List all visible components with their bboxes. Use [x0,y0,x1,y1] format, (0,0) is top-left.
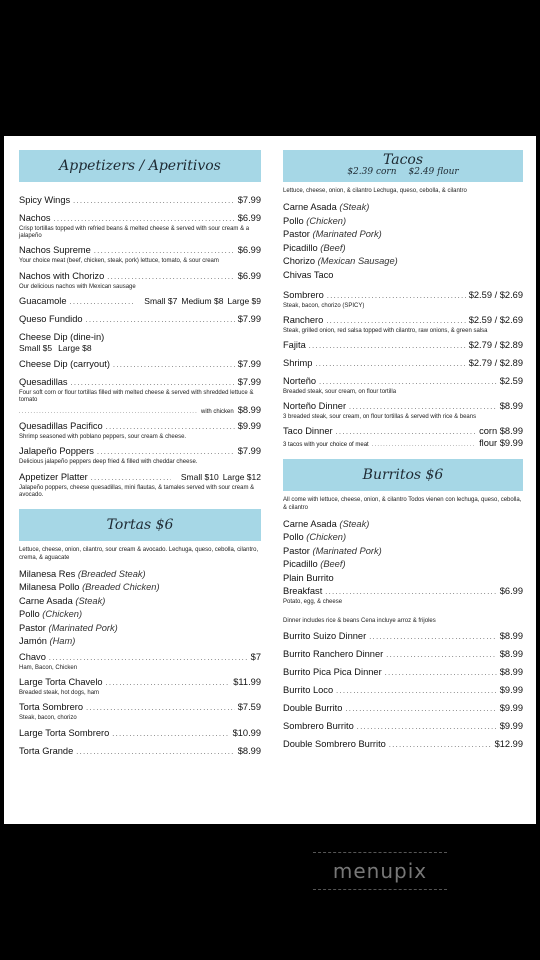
filling-name: Chivas Taco [283,269,334,280]
filling-note: (Ham) [49,636,76,647]
sub-label: with chicken [201,409,234,416]
leader-dots [336,427,476,439]
filling-note: (Breaded Steak) [77,568,146,579]
menu-item [283,720,523,734]
size-option: Small $5 [19,342,53,353]
item-row [19,376,261,390]
item-desc: Steak, bacon, chorizo [19,715,77,722]
size-option: Small $7 [144,295,178,306]
item-price: $10.99 [232,727,261,738]
leader-dots [19,408,198,416]
item-row [19,471,261,485]
item-price: $7.99 [237,376,261,387]
filling-item [283,545,523,557]
filling-name: Milanesa Res [19,568,76,579]
item-name: Torta Sombrero [19,702,84,713]
menu-item [283,630,523,644]
filling-item [283,215,523,227]
item-subrow [19,406,261,416]
item-row [283,400,523,414]
item-name: Large Torta Chavelo [19,677,103,688]
tacos-intro: Lettuce, cheese, onion, & cilantro Lechuga, queso, cebolla, & cilantro [283,188,467,194]
item-price: $2.79 / $2.89 [468,339,523,350]
leader-dots [71,378,235,390]
item-price: $8.99 [499,401,523,412]
menu-item [283,684,523,698]
item-sizes [177,471,261,483]
leader-dots [327,291,466,303]
filling-name: Picadillo [283,242,318,253]
menu-item [19,270,261,291]
filling-name: Pastor [283,545,310,556]
filling-name: Pollo [283,532,304,543]
item-price: $8.99 [499,648,523,659]
filling-note: (Chicken) [306,215,347,226]
item-row [283,738,523,752]
leader-dots [357,722,497,734]
leader-dots [86,703,235,715]
filling-note: (Steak) [339,518,370,529]
filling-note: (Marinated Pork) [312,229,382,239]
item-price: $8.99 [499,630,523,641]
menu-item [283,702,523,716]
item-row [19,358,261,372]
filling-item [283,242,523,254]
menu-item [283,375,523,396]
leader-dots [389,740,492,752]
menu-item [19,676,261,697]
filling-note: (Chicken) [306,532,347,543]
item-row [283,720,523,734]
filling-item [283,201,523,213]
item-row [19,445,261,459]
item-row [19,651,261,665]
tortas-intro: Lettuce, cheese, onion, cilantro, sour cream & avocado. Lechuga, queso, cebolla, cilantro, crema, & aguacate [19,547,259,561]
menu-item [19,194,261,208]
filling-item [19,608,261,620]
item-name: Nachos Supreme [19,245,91,256]
item-desc: Steak, grilled onion, red salsa topped with cilantro, raw onions, & green salsa [283,327,488,334]
item-row [283,425,523,439]
menu-item [19,358,261,372]
item-row [19,701,261,715]
item-price: $2.59 [499,375,523,386]
item-sizes [140,295,261,307]
leader-dots [385,668,497,680]
filling-item [283,228,523,240]
item-desc: Jalapeño poppers, cheese quesadillas, mini flautas, & tamales served with sour cream & avocado. [19,484,255,498]
item-name: Burrito Loco [283,684,334,695]
leader-dots [107,272,234,284]
item-price: $7.99 [237,358,261,369]
item-name: Queso Fundido [19,313,83,324]
item-desc: Our delicious nachos with Mexican sausage [19,283,136,290]
right-column [283,150,523,752]
item-row [283,289,523,303]
item-price: $9.99 [237,421,261,432]
item-price: $12.99 [494,738,523,749]
item-desc: Steak, bacon, chorizo (SPICY) [283,302,365,309]
size-option: Large $9 [227,295,261,306]
menu-item [19,471,261,499]
leader-dots [326,316,465,328]
item-row [19,313,261,327]
menu-item [283,425,523,439]
item-price: $2.59 / $2.69 [468,314,523,325]
filling-note: (Beef) [320,242,346,253]
item-price: $7.59 [237,702,261,713]
tacos-flour-price: $2.49 flour [408,167,459,177]
item-row [19,727,261,741]
item-price: $7 [250,652,261,663]
menu-item [19,445,261,466]
leader-dots [54,214,235,226]
leader-dots [336,686,497,698]
filling-item [283,572,523,584]
item-desc: Crisp tortillas topped with refried beans & melted cheese & served with sour cream & a jalapeño [19,226,250,240]
item-name: Torta Grande [19,745,74,756]
leader-dots [106,678,231,690]
tacos-header [283,150,523,182]
item-row [283,702,523,716]
menu-item [19,727,261,741]
item-row [19,270,261,284]
item-name: Nachos [19,213,51,223]
menu-item [283,648,523,662]
size-option: Small $10 [180,471,219,482]
item-name: Burrito Suizo Dinner [283,630,367,641]
menu-item [19,313,261,327]
item-desc: Four soft corn or flour tortillas filled with melted cheese & served with shredded lettuce & tomato [19,389,254,404]
item-name: Jalapeño Poppers [19,446,94,457]
item-name: Sombrero [283,289,324,300]
leader-dots [319,377,497,389]
leader-dots [349,402,497,414]
item-name: Ranchero [283,314,324,325]
item-row [283,314,523,328]
filling-item [283,255,523,267]
filling-name: Jamón [19,636,47,647]
item-price: $8.99 [499,666,523,677]
item-name: Quesadillas [19,376,68,387]
filling-name: Carne Asada [283,518,337,529]
item-price: $6.99 [237,270,261,281]
tacos-corn-price: $2.39 corn [347,167,397,177]
item-name: Nachos with Chorizo [19,270,105,281]
menu-item [283,738,523,752]
leader-dots [113,360,235,372]
filling-item [283,531,523,543]
item-name: Cheese Dip (dine-in) [19,331,105,342]
item-name: Spicy Wings [19,195,71,205]
menu-item [19,376,261,416]
filling-note: (Breaded Chicken) [82,582,160,593]
leader-dots [112,729,229,741]
item-row [283,375,523,389]
item-name: Burrito Pica Pica Dinner [283,666,382,677]
filling-item [283,269,523,281]
leader-dots [106,422,235,434]
item-desc: Your choice meat (beef, chicken, steak, pork) lettuce, tomato, & sour cream [19,258,219,265]
item-price: $7.99 [237,313,261,324]
item-row [19,194,261,208]
item-row [19,420,261,434]
item-row [283,630,523,644]
filling-name: Pollo [283,215,304,226]
watermark-logo: menupix [332,859,428,883]
item-price: corn $8.99 [479,426,523,437]
item-row [283,684,523,698]
item-row [283,357,523,371]
size-option: Medium $8 [181,295,224,306]
item-name: Chavo [19,652,46,663]
item-price: $9.99 [499,720,523,731]
burritos-list [283,630,523,752]
leader-dots [309,341,466,353]
burritos-dinner-note: Dinner includes rice & beans Cena incluye arroz & frijoles [283,618,436,625]
filling-name: Chorizo [283,256,316,266]
tortas-fillings [19,568,261,648]
item-row [19,295,261,309]
filling-name: Pollo [19,609,40,620]
filling-note: (Marinated Pork) [312,545,382,556]
tortas-list [19,651,261,759]
burritos-fillings [283,518,523,584]
item-name: Double Burrito [283,702,343,713]
burritos-intro: All come with lettuce, cheese, onion, & cilantro Todos vienen con lechuga, queso, cebolla, & cilantro [283,497,522,511]
leader-dots [315,359,465,371]
filling-name: Milanesa Pollo [19,582,80,593]
filling-name: Pastor [283,229,310,239]
item-sizes [19,343,261,354]
item-row [19,745,261,759]
leader-dots [97,447,235,459]
item-name: Large Torta Sombrero [19,727,110,738]
item-row [19,676,261,690]
item-desc: Delicious jalapeño peppers deep fried & filled with cheddar cheese. [19,459,198,466]
menu-item [19,701,261,722]
tortas-header: Tortas $6 [19,509,261,541]
item-name: Double Sombrero Burrito [283,738,386,749]
item-name: Shrimp [283,357,313,368]
tacos-list [283,289,523,440]
menu-item: Breakfast ..... $6.99 Potato, egg, & cheese [283,585,523,606]
menu-item [19,295,261,309]
item-row [283,666,523,680]
filling-item [19,581,261,593]
item-desc: Breaded steak, hot dogs, ham [19,690,100,697]
watermark [300,852,460,890]
filling-item [283,518,523,530]
filling-item [19,622,261,634]
item-row [283,648,523,662]
filling-name: Pastor [19,622,46,633]
tacos-title: Tacos [382,152,424,168]
item-name: Sombrero Burrito [283,720,354,731]
sub-price: $8.99 [237,406,261,416]
item-name: Fajita [283,339,306,350]
item-name: Cheese Dip (carryout) [19,358,110,369]
filling-note: (Mexican Sausage) [317,256,398,266]
item-desc: Breaded steak, sour cream, on flour tortilla [283,388,397,395]
filling-note: (Chicken) [42,609,83,620]
item-name: Guacamole [19,295,67,306]
leader-dots [73,196,235,208]
item-name: Taco Dinner [283,426,333,437]
menu-item [19,331,261,354]
appetizer-list [19,194,261,499]
filling-item [19,635,261,647]
item-name: Norteño [283,375,317,386]
item-price: $8.99 [237,745,261,756]
filling-item [19,568,261,580]
item-name: Burrito Ranchero Dinner [283,648,384,659]
item-price: $7.99 [237,446,261,457]
size-option: Large $8 [58,342,92,353]
menu-page [4,136,536,824]
menu-item [19,651,261,672]
menu-item [19,212,261,240]
leader-dots [345,704,496,716]
item-price: $6.99 [237,245,261,256]
item-name: Quesadillas Pacifico [19,421,103,432]
item-price: $7.99 [237,195,261,205]
filling-name: Carne Asada [19,595,73,606]
leader-dots [76,747,234,759]
item-desc: 3 breaded steak, sour cream, on flour tortillas & served with rice & beans [283,414,477,421]
filling-name: Plain Burrito [283,572,334,583]
item-price: $6.99 [237,213,261,223]
filling-note: (Steak) [339,202,370,212]
item-desc: Ham, Bacon, Chicken [19,665,78,672]
item-name: Norteño Dinner [283,401,347,412]
filling-note: (Steak) [75,595,106,606]
menu-item [283,357,523,371]
menu-item [19,745,261,759]
size-option: Large $12 [222,471,261,482]
filling-note: (Marinated Pork) [48,622,118,633]
leader-dots [94,246,235,258]
leader-dots [70,297,135,309]
menu-item [283,666,523,680]
item-price: $9.99 [499,684,523,695]
left-column [19,150,261,759]
item-desc: Shrimp seasoned with poblano peppers, sour cream & cheese. [19,434,187,441]
leader-dots [369,632,497,644]
tacos-fillings [283,201,523,281]
menu-item [283,289,523,310]
taco-dinner-sub: 3 tacos with your choice of meat ..... flour $9.99 [283,439,523,449]
item-name: Appetizer Platter [19,471,88,482]
item-price: $2.79 / $2.89 [468,357,523,368]
burritos-header: Burritos $6 [283,459,523,491]
item-price: $11.99 [233,677,261,688]
filling-name: Picadillo [283,559,318,570]
leader-dots [49,653,248,665]
appetizers-header: Appetizers / Aperitivos [19,150,261,182]
menu-item [19,420,261,441]
item-row [19,244,261,258]
item-row [283,339,523,353]
menu-item [283,339,523,353]
item-price: $9.99 [499,702,523,713]
filling-name: Carne Asada [283,202,337,212]
menu-item [19,244,261,265]
filling-item [283,558,523,570]
leader-dots [91,473,171,485]
item-row [19,212,261,226]
filling-item [19,595,261,607]
menu-item [283,400,523,421]
leader-dots [386,650,496,662]
menu-item [283,314,523,335]
filling-note: (Beef) [320,559,346,570]
leader-dots [86,315,235,327]
item-price: $2.59 / $2.69 [468,289,523,300]
